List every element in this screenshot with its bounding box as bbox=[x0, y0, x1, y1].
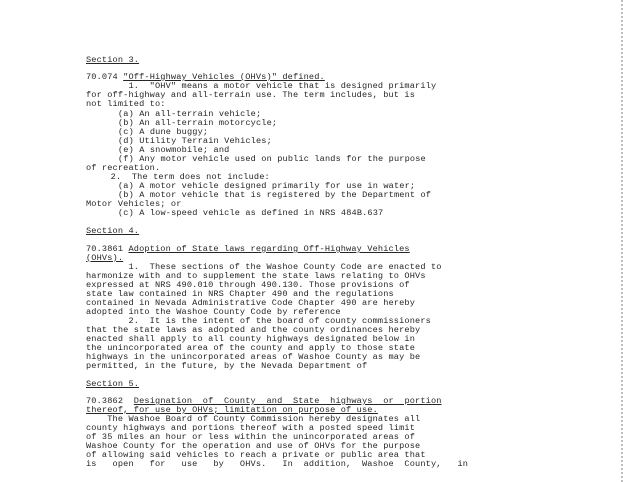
section-3-item-b: (b) An all-terrain motorcycle; bbox=[118, 118, 278, 128]
section-3-item-2b-cont: Motor Vehicles; or bbox=[86, 199, 182, 209]
section-3-item-2c: (c) A low-speed vehicle as defined in NRS 484B.637 bbox=[118, 208, 384, 218]
section-4-line-5: contained in Nevada Administrative Code Chapter 490 are hereby bbox=[86, 298, 416, 308]
section-5-line-5: of allowing said vehicles to reach a private or public area that bbox=[86, 450, 426, 460]
section-4-line-4: state law contained in NRS Chapter 490 and the regulations bbox=[86, 289, 394, 299]
section-4-title-cont: (OHVs). bbox=[86, 253, 124, 263]
section-4-title-line bbox=[86, 244, 410, 254]
section-4-heading: Section 4. bbox=[86, 226, 140, 236]
section-3-title: "Off-Highway Vehicles (OHVs)" defined. bbox=[123, 72, 325, 82]
section-4-line-1: 1. These sections of the Washoe County Code are enacted to bbox=[86, 262, 442, 272]
section-3-item-d: (d) Utility Terrain Vehicles; bbox=[118, 136, 272, 146]
section-4-line-2: harmonize with and to supplement the state laws relating to OHVs bbox=[86, 271, 426, 281]
section-3-item-e: (e) A snowmobile; and bbox=[118, 145, 230, 155]
section-3-line-4: 2. The term does not include: bbox=[100, 172, 270, 182]
section-4-line-9: enacted shall apply to all county highways designated below in bbox=[86, 334, 416, 344]
section-4-number: 70.3861 bbox=[86, 244, 124, 254]
section-4-line-8: that the state laws as adopted and the county ordinances hereby bbox=[86, 325, 421, 335]
section-5-title: Designation of County and State highways or portion bbox=[133, 396, 442, 406]
section-3-item-a: (a) An all-terrain vehicle; bbox=[118, 109, 262, 119]
section-4-line-11: highways in the unincorporated areas of Washoe County as may be bbox=[86, 352, 421, 362]
section-5-line-4: Washoe County for the operation and use of OHVs for the purpose bbox=[86, 441, 421, 451]
section-5-line-1: The Washoe Board of County Commission hereby designates all bbox=[86, 414, 421, 424]
section-4-line-12: permitted, in the future, by the Nevada Department of bbox=[86, 361, 368, 371]
section-5-title-cont: thereof, for use by OHVs; limitation on purpose of use. bbox=[86, 405, 378, 415]
section-4-line-6: adopted into the Washoe County Code by reference bbox=[86, 307, 341, 317]
section-3-line-2: for off-highway and all-terrain use. The term includes, but is bbox=[86, 90, 416, 100]
section-3-item-2b: (b) A motor vehicle that is registered by the Department of bbox=[118, 190, 432, 200]
section-3-line-3: not limited to: bbox=[86, 99, 166, 109]
section-5-line-2: county highways and portions thereof with a posted speed limit bbox=[86, 423, 416, 433]
section-3-heading: Section 3. bbox=[86, 55, 140, 65]
section-5-line-3: of 35 miles an hour or less within the unincorporated areas of bbox=[86, 432, 416, 442]
section-3-number: 70.074 bbox=[86, 72, 118, 82]
section-4-line-7: 2. It is the intent of the board of county commissioners bbox=[86, 316, 431, 326]
section-3-item-f-cont: of recreation. bbox=[86, 163, 161, 173]
section-5-line-6: is open for use by OHVs. In addition, Washoe County, in bbox=[86, 459, 469, 469]
section-4-line-3: expressed at NRS 490.010 through 490.130. Those provisions of bbox=[86, 280, 410, 290]
section-3-item-c: (c) A dune buggy; bbox=[118, 127, 209, 137]
section-3-item-f: (f) Any motor vehicle used on public lands for the purpose bbox=[118, 154, 426, 164]
section-4-title: Adoption of State laws regarding Off-Highway Vehicles bbox=[128, 244, 410, 254]
section-3-item-2a: (a) A motor vehicle designed primarily for use in water; bbox=[118, 181, 416, 191]
section-5-number: 70.3862 bbox=[86, 396, 124, 406]
section-3-line-1: 1. "OHV" means a motor vehicle that is designed primarily bbox=[86, 81, 437, 91]
section-5-heading: Section 5. bbox=[86, 379, 140, 389]
section-4-line-10: the unincorporated area of the county and apply to those state bbox=[86, 343, 416, 353]
